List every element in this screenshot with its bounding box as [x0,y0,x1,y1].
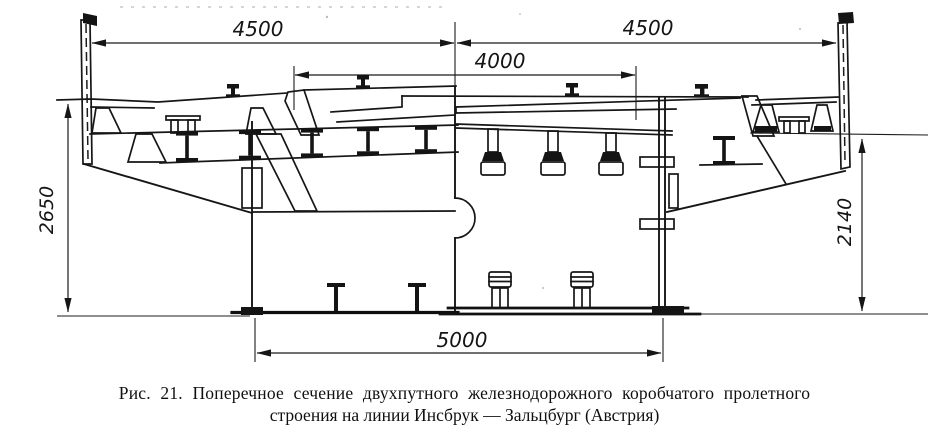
right-deck-hangers [481,129,623,175]
right-trough-wall-bottom [456,109,676,113]
right-web-flange-bar-1 [640,157,674,167]
left-web-gusset [256,134,317,211]
right-gusset-pad2 [814,126,831,131]
hanger-stiffener [599,133,623,175]
right-walkway-i-beam [713,136,735,165]
left-post-centerline [86,24,88,160]
right-edge-gusset-line [757,136,786,184]
dimension-track-spacing-4000 [294,22,636,120]
caption-line-1: Рис. 21. Поперечное сечение двухпутного железнодорожного коробчатого пролетного [118,383,811,403]
left-trough-wall-bottom [337,115,455,122]
right-post-centerline [843,25,845,163]
right-web-flange-bar-2 [640,219,674,229]
right-gusset-pad [755,126,777,132]
dimension-label-4500-right: 4500 [622,16,674,40]
stringer-top-line [90,125,458,134]
right-conduit-stool [779,117,809,133]
left-web-foot [241,307,263,315]
right-parapet-post [838,12,854,169]
right-bottom-flange [440,272,928,315]
left-bottom-flange [232,283,458,315]
dimension-label-4500-left: 4500 [232,17,284,41]
stringer-i-beam [301,129,323,158]
rail-left-outer [226,84,240,97]
rail-left-inner [356,75,370,88]
hanger-stiffener [481,129,505,175]
dimension-height-right-2140 [750,133,928,311]
manhole-semicircle [455,198,475,238]
figure-caption [0,382,929,426]
dimension-label-4000: 4000 [474,49,526,73]
right-deck [402,96,845,212]
left-post-cap [83,13,97,26]
right-walkway-top [756,97,838,100]
left-web [84,122,455,313]
rail-right-outer [694,84,709,97]
right-web-stiffener-plate [669,174,678,208]
right-cantilever-soffit [667,171,845,212]
right-bracket-line [700,164,762,165]
dimension-top-right-4500 [457,16,836,43]
stringer-i-beam [357,127,379,155]
left-gusset-outer [92,108,121,133]
left-parapet-post [81,13,97,164]
caption-line-2: строения на линии Инсбрук — Зальцбург (Австрия) [269,405,660,425]
dimension-box-width-5000 [255,318,663,362]
dimension-height-left-2650 [36,104,250,316]
left-cantilever-soffit [84,164,252,213]
rail-right-inner [565,83,579,96]
dimension-label-2140: 2140 [834,197,856,247]
dimension-label-2650: 2650 [36,185,58,235]
left-conduit-stool [166,116,200,133]
bolted-bottom-stiffener [571,272,593,308]
bottom-t-stiffener [408,283,426,311]
left-trough-lip [304,86,456,90]
dimension-label-5000: 5000 [436,328,488,352]
right-post-cap [838,12,854,24]
bolted-bottom-stiffener [489,272,511,308]
left-bracket-gusset [128,134,166,162]
center-diaphragm [455,87,475,313]
stringer-i-beam [176,132,198,162]
stringer-i-beam [415,126,437,153]
left-deck [57,86,456,162]
bottom-t-stiffener [327,283,345,311]
right-web-foot [652,306,684,315]
right-trough-lip [402,96,748,97]
hanger-stiffener [541,131,565,175]
left-trough-wall-top [331,96,402,112]
dimension-top-left-4500 [92,17,454,43]
scan-artifacts [120,7,801,289]
left-mid-stiffener-line [253,211,455,212]
